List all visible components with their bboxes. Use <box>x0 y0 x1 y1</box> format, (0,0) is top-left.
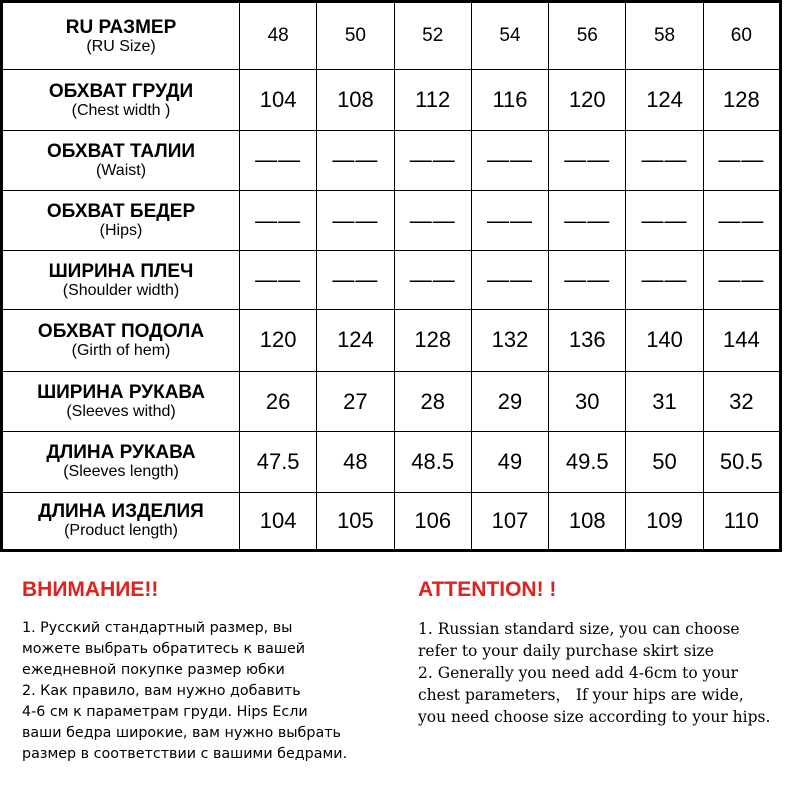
value-cell: —— <box>240 191 317 251</box>
row-label-en: (Chest width ) <box>71 101 171 119</box>
measurement-row <box>2 432 781 492</box>
value-cell: 110 <box>703 492 780 550</box>
note-line: you need choose size according to your hips. <box>418 708 771 726</box>
value-cell: 47.5 <box>240 432 317 492</box>
row-label-ru: RU РАЗМЕР <box>65 16 177 38</box>
size-cell: 48 <box>240 2 317 70</box>
value-cell: —— <box>317 191 394 251</box>
row-label-ru: ДЛИНА РУКАВА <box>46 442 196 464</box>
row-label-en: (RU Size) <box>86 37 156 55</box>
row-label-en: (Sleeves withd) <box>66 403 176 421</box>
size-cell: 52 <box>394 2 471 70</box>
row-label-cell <box>2 492 240 550</box>
row-label-cell <box>2 70 240 130</box>
note-line: 1. Russian standard size, you can choose <box>418 620 740 638</box>
row-label-en: (Product length) <box>64 522 178 540</box>
note-line: 2. Как правило, вам нужно добавить <box>22 683 301 699</box>
value-cell: 124 <box>317 309 394 371</box>
value-cell: 104 <box>240 70 317 130</box>
value-cell: 136 <box>549 309 626 371</box>
measurement-row <box>2 130 781 190</box>
value-cell: —— <box>549 130 626 190</box>
size-cell: 58 <box>626 2 703 70</box>
note-line: chest parameters， If your hips are wide, <box>418 686 744 704</box>
value-cell: —— <box>394 191 471 251</box>
measurement-row <box>2 191 781 251</box>
value-cell: 124 <box>626 70 703 130</box>
value-cell: 28 <box>394 371 471 431</box>
value-cell: 108 <box>549 492 626 550</box>
value-cell: —— <box>703 251 780 309</box>
value-cell: 109 <box>626 492 703 550</box>
row-label-en: (Shoulder width) <box>62 281 180 299</box>
value-cell: 108 <box>317 70 394 130</box>
note-line: 2. Generally you need add 4-6cm to your <box>418 664 739 682</box>
value-cell: —— <box>394 130 471 190</box>
value-cell: 144 <box>703 309 780 371</box>
value-cell: —— <box>317 251 394 309</box>
value-cell: —— <box>317 130 394 190</box>
value-cell: 116 <box>471 70 548 130</box>
value-cell: 120 <box>549 70 626 130</box>
note-line: 1. Русский стандартный размер, вы <box>22 620 293 636</box>
value-cell: 132 <box>471 309 548 371</box>
value-cell: —— <box>703 191 780 251</box>
value-cell: —— <box>626 130 703 190</box>
row-label-cell <box>2 432 240 492</box>
value-cell: 27 <box>317 371 394 431</box>
row-label-en: (Girth of hem) <box>71 341 171 359</box>
size-cell: 60 <box>703 2 780 70</box>
row-label-cell <box>2 2 240 70</box>
row-label-ru: ОБХВАТ ТАЛИИ <box>46 140 196 162</box>
value-cell: 30 <box>549 371 626 431</box>
measurement-row <box>2 309 781 371</box>
value-cell: —— <box>549 191 626 251</box>
row-label-ru: ДЛИНА ИЗДЕЛИЯ <box>38 501 204 523</box>
size-cell: 50 <box>317 2 394 70</box>
value-cell: 105 <box>317 492 394 550</box>
row-label-cell <box>2 251 240 309</box>
note-line: размер в соответствии с вашими бедрами. <box>22 746 348 762</box>
value-cell: 32 <box>703 371 780 431</box>
value-cell: 31 <box>626 371 703 431</box>
value-cell: —— <box>394 251 471 309</box>
attention-title-en: ATTENTION! ! <box>418 578 557 601</box>
row-label-ru: ШИРИНА ПЛЕЧ <box>48 260 194 282</box>
size-chart-body <box>2 2 781 551</box>
row-label-cell <box>2 191 240 251</box>
attention-notes-en <box>418 578 798 728</box>
note-line: ваши бедра широкие, вам нужно выбрать <box>22 725 341 741</box>
value-cell: —— <box>626 251 703 309</box>
value-cell: 140 <box>626 309 703 371</box>
row-label-en: (Waist) <box>95 161 147 179</box>
value-cell: 26 <box>240 371 317 431</box>
value-cell: —— <box>240 130 317 190</box>
size-cell: 54 <box>471 2 548 70</box>
value-cell: 106 <box>394 492 471 550</box>
value-cell: —— <box>471 130 548 190</box>
row-label-ru: ОБХВАТ ГРУДИ <box>48 80 194 102</box>
row-label-cell <box>2 371 240 431</box>
row-label-ru: ОБХВАТ ПОДОЛА <box>37 320 205 342</box>
value-cell: 50.5 <box>703 432 780 492</box>
header-row <box>2 2 781 70</box>
value-cell: 49.5 <box>549 432 626 492</box>
row-label-en: (Hips) <box>99 222 143 240</box>
value-cell: 128 <box>394 309 471 371</box>
note-line: 4-6 см к параметрам груди. Hips Если <box>22 704 308 720</box>
measurement-row <box>2 371 781 431</box>
row-label-ru: ОБХВАТ БЕДЕР <box>46 201 196 223</box>
value-cell: 48.5 <box>394 432 471 492</box>
value-cell: 29 <box>471 371 548 431</box>
value-cell: —— <box>240 251 317 309</box>
row-label-ru: ШИРИНА РУКАВА <box>37 382 205 404</box>
value-cell: 50 <box>626 432 703 492</box>
measurement-row <box>2 251 781 309</box>
value-cell: —— <box>549 251 626 309</box>
row-label-cell <box>2 309 240 371</box>
measurement-row <box>2 70 781 130</box>
value-cell: —— <box>471 191 548 251</box>
row-label-cell <box>2 130 240 190</box>
measurement-row <box>2 492 781 550</box>
value-cell: —— <box>471 251 548 309</box>
note-line: можете выбрать обратитесь к вашей <box>22 641 306 657</box>
value-cell: —— <box>626 191 703 251</box>
value-cell: 112 <box>394 70 471 130</box>
size-cell: 56 <box>549 2 626 70</box>
value-cell: 120 <box>240 309 317 371</box>
attention-title-ru: ВНИМАНИЕ!! <box>22 578 159 601</box>
value-cell: —— <box>703 130 780 190</box>
value-cell: 49 <box>471 432 548 492</box>
value-cell: 48 <box>317 432 394 492</box>
value-cell: 104 <box>240 492 317 550</box>
row-label-en: (Sleeves length) <box>63 463 179 481</box>
attention-notes-ru <box>22 578 414 765</box>
note-line: refer to your daily purchase skirt size <box>418 642 714 660</box>
note-line: ежедневной покупке размер юбки <box>22 662 285 678</box>
value-cell: 107 <box>471 492 548 550</box>
value-cell: 128 <box>703 70 780 130</box>
